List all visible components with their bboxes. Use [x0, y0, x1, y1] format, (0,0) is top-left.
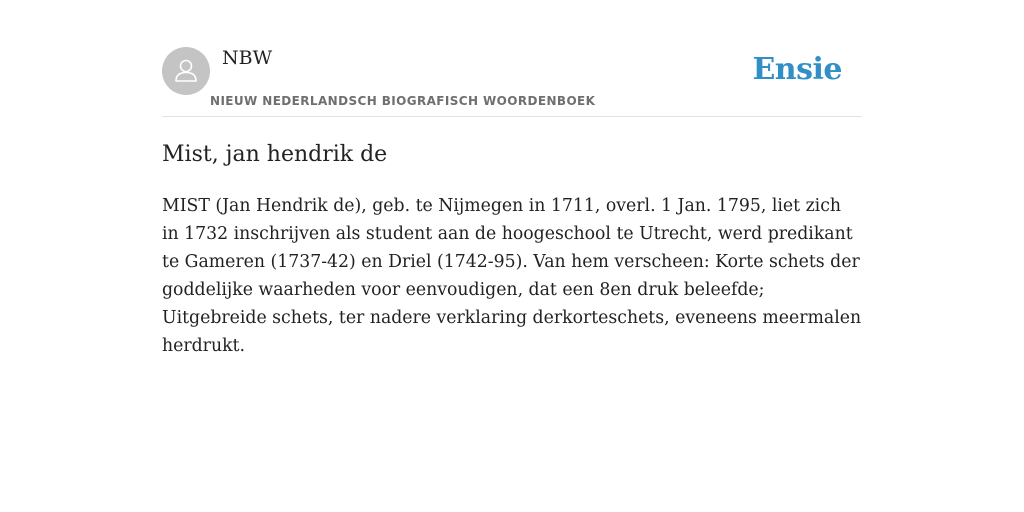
source-subtitle: NIEUW NEDERLANDSCH BIOGRAFISCH WOORDENBOEK	[210, 94, 596, 108]
entry-title: Mist, jan hendrik de	[162, 142, 388, 167]
entry-body: MIST (Jan Hendrik de), geb. te Nijmegen in 1711, overl. 1 Jan. 1795, liet zich in 1732 inschrijven als student aan de hoogeschool te Utrecht, werd predikant te Gameren (1737-42) en Driel (1742-95). Van hem verscheen: Korte schets der goddelijke waarheden voor eenvoudigen, dat een 8en druk beleefde; Uitgebreide schets, ter nadere verklaring derkorteschets, eveneens meermalen herdrukt.	[162, 196, 862, 356]
user-icon	[171, 56, 201, 86]
source-header	[162, 0, 862, 117]
ensie-logo[interactable]: Ensie	[752, 52, 842, 87]
source-avatar[interactable]	[162, 47, 210, 95]
source-name[interactable]: NBW	[222, 47, 273, 69]
